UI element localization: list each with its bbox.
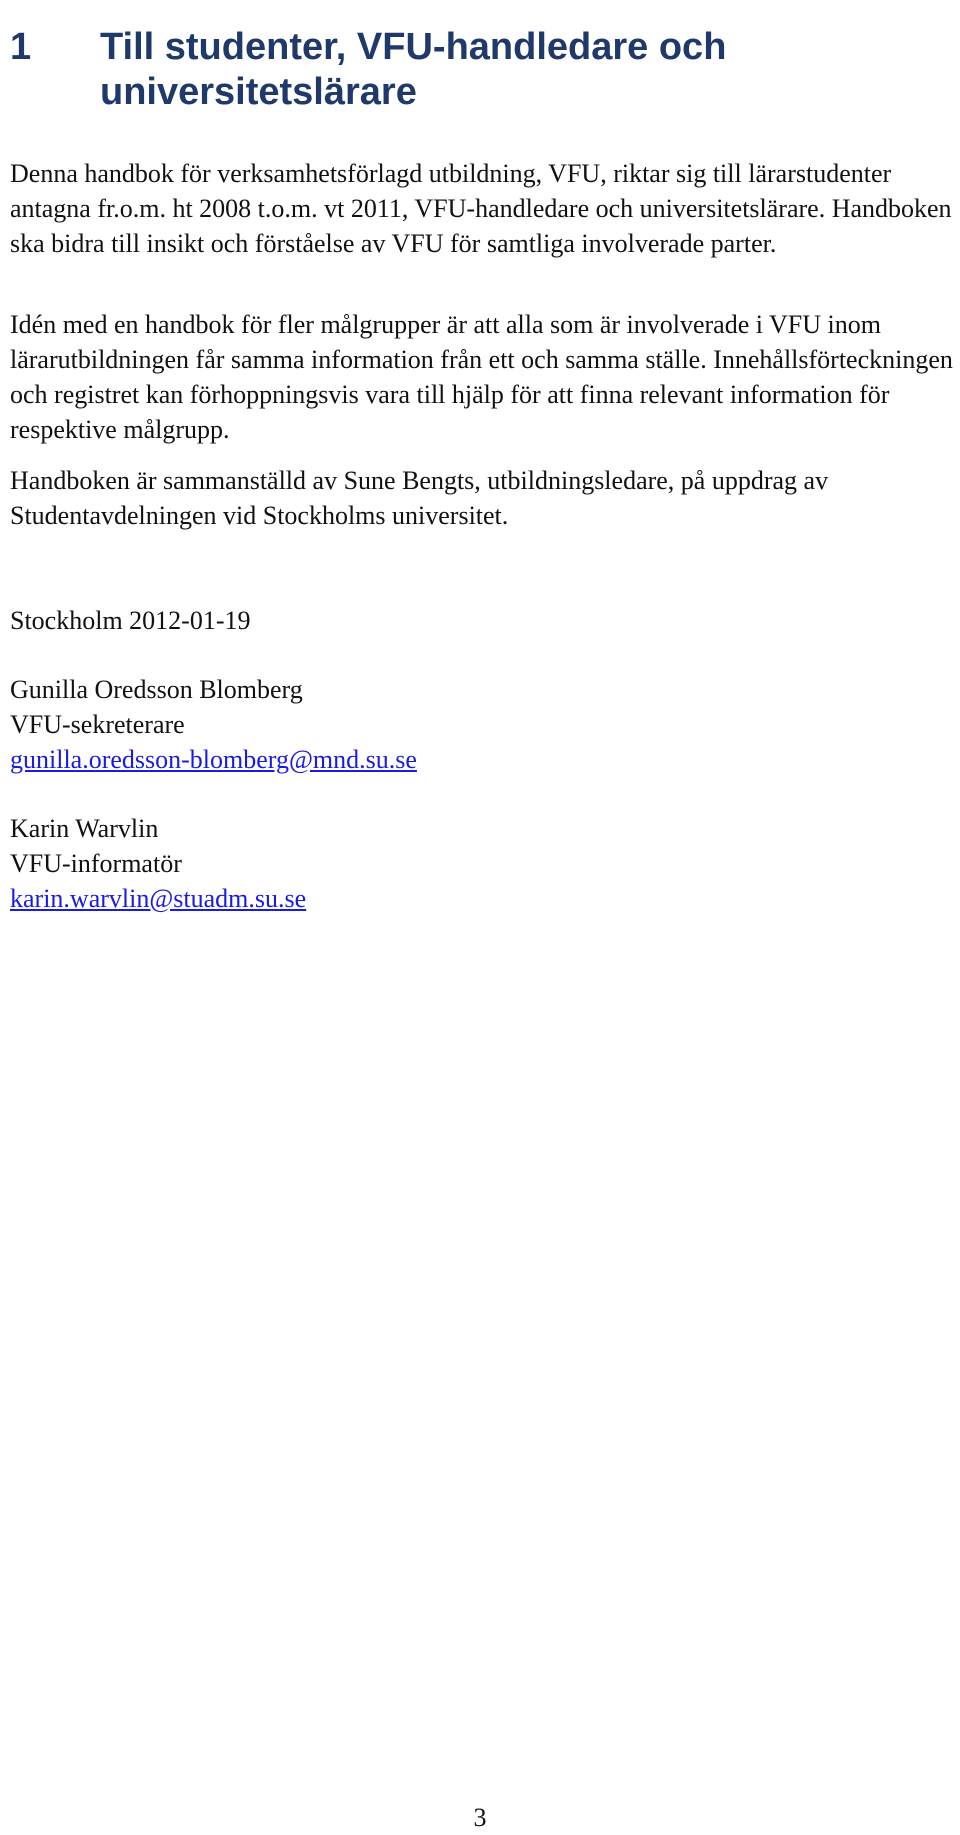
contact-name: Gunilla Oredsson Blomberg bbox=[10, 675, 303, 704]
section-heading bbox=[10, 25, 940, 115]
section-title: Till studenter, VFU-handledare och universitetslärare bbox=[100, 26, 727, 114]
page-number: 3 bbox=[473, 1803, 487, 1832]
intro-paragraph: Denna handbok för verksamhetsförlagd utbildning, VFU, riktar sig till lärarstudenter antagna fr.o.m. ht 2008 t.o.m. vt 2011, VFU-handledare och universitetslärare. Handboken ska bidra till insikt och förståelse av VFU för samtliga involverade parter. bbox=[10, 159, 952, 258]
purpose-paragraph: Idén med en handbok för fler målgrupper är att alla som är involverade i VFU inom lärarutbildningen får samma information från ett och samma ställe. Innehållsförteckningen och registret kan förhoppningsvis vara till hjälp för att finna relevant information för respektive målgrupp. bbox=[10, 310, 953, 444]
contact-role: VFU-informatör bbox=[10, 849, 182, 878]
contact-email-line bbox=[10, 742, 417, 777]
contact-role: VFU-sekreterare bbox=[10, 710, 185, 739]
contact-email-line bbox=[10, 881, 306, 916]
contact-email-link[interactable]: gunilla.oredsson-blomberg@mnd.su.se bbox=[10, 745, 417, 774]
section-number: 1 bbox=[10, 26, 32, 69]
contact-email-link[interactable]: karin.warvlin@stuadm.su.se bbox=[10, 884, 307, 913]
place-date: Stockholm 2012-01-19 bbox=[10, 606, 251, 635]
contact-name: Karin Warvlin bbox=[10, 814, 159, 843]
author-paragraph: Handboken är sammanställd av Sune Bengts, utbildningsledare, på uppdrag av Studentavdelningen vid Stockholms universitet. bbox=[10, 466, 829, 530]
